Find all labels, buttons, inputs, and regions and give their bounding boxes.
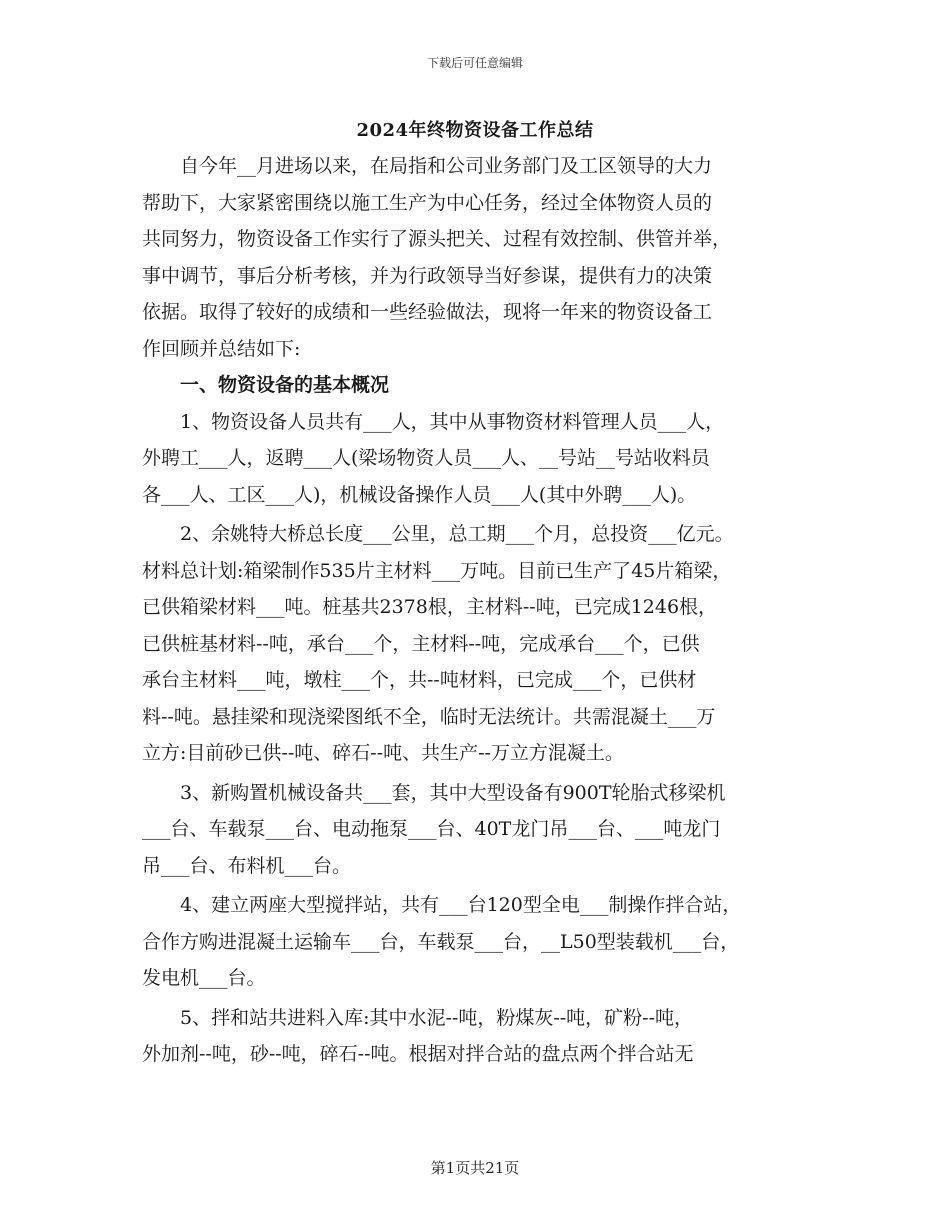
paragraph-item-3 bbox=[142, 775, 812, 885]
text-line: 共同努力，物资设备工作实行了源头把关、过程有效控制、供管并举， bbox=[142, 228, 732, 250]
text-line: 已供桩基材料--吨，承台___个，主材料--吨，完成承台___个，已供 bbox=[142, 632, 700, 655]
text-line: 1、物资设备人员共有___人，其中从事物资材料管理人员___人， bbox=[180, 410, 725, 433]
text-line: 事中调节，事后分析考核，并为行政领导当好参谋，提供有力的决策 bbox=[142, 264, 713, 287]
document-body bbox=[142, 148, 812, 1073]
text-line: 外加剂--吨，砂--吨，碎石--吨。根据对拌合站的盘点两个拌合站无 bbox=[142, 1043, 694, 1065]
text-line: 承台主材料___吨，墩柱___个，共--吨材料，已完成___个，已供材 bbox=[142, 669, 697, 691]
text-line: 一、物资设备的基本概况 bbox=[180, 374, 390, 396]
text-line: 料--吨。悬挂梁和现浇梁图纸不全，临时无法统计。共需混凝土___万 bbox=[142, 705, 716, 728]
text-line: 自今年__月进场以来，在局指和公司业务部门及工区领导的大力 bbox=[180, 155, 713, 177]
text-line: ___台、车载泵___台、电动拖泵___台、40T龙门吊___台、___吨龙门 bbox=[142, 818, 721, 840]
text-line: 2、余姚特大桥总长度___公里，总工期___个月，总投资___亿元。 bbox=[180, 523, 734, 545]
text-line: 外聘工___人，返聘___人(梁场物资人员___人、__号站__号站收料员 bbox=[142, 447, 710, 469]
download-note: 下载后可任意编辑 bbox=[426, 56, 523, 70]
text-line: 立方:目前砂已供--吨、碎石--吨、共生产--万立方混凝土。 bbox=[142, 742, 624, 764]
text-line: 4、建立两座大型搅拌站，共有___台120型全电___制操作拌合站， bbox=[180, 894, 742, 916]
text-line: 各___人、工区___人)，机械设备操作人员___人(其中外聘___人)。 bbox=[142, 483, 697, 506]
text-line: 依据。取得了较好的成绩和一些经验做法，现将一年来的物资设备工 bbox=[142, 301, 713, 323]
text-line: 已供箱梁材料___吨。桩基共2378根，主材料--吨，已完成1246根， bbox=[142, 596, 718, 618]
text-line: 5、拌和站共进料入库:其中水泥--吨，粉煤灰--吨，矿粉--吨， bbox=[180, 1006, 694, 1029]
text-line: 吊___台、布料机___台。 bbox=[142, 854, 352, 877]
text-line: 帮助下，大家紧密围绕以施工生产为中心任务，经过全体物资人员的 bbox=[142, 191, 713, 214]
paragraph-item-1 bbox=[142, 404, 812, 514]
text-line: 作回顾并总结如下: bbox=[142, 337, 301, 360]
paragraph-item-2 bbox=[142, 516, 812, 772]
text-line: 合作方购进混凝土运输车___台，车载泵___台，__L50型装载机___台， bbox=[142, 930, 740, 953]
section-heading bbox=[142, 367, 812, 404]
text-line: 材料总计划:箱梁制作535片主材料___万吨。目前已生产了45片箱梁， bbox=[142, 559, 732, 582]
text-line: 3、新购置机械设备共___套，其中大型设备有900T轮胎式移梁机 bbox=[180, 781, 726, 804]
document-title: 2024年终物资设备工作总结 bbox=[356, 120, 594, 141]
paragraph-item-5 bbox=[142, 1000, 812, 1073]
paragraph-intro bbox=[142, 148, 812, 367]
paragraph-item-4 bbox=[142, 887, 812, 997]
page-indicator: 第1页共21页 bbox=[430, 1159, 520, 1177]
text-line: 发电机___台。 bbox=[142, 967, 266, 989]
